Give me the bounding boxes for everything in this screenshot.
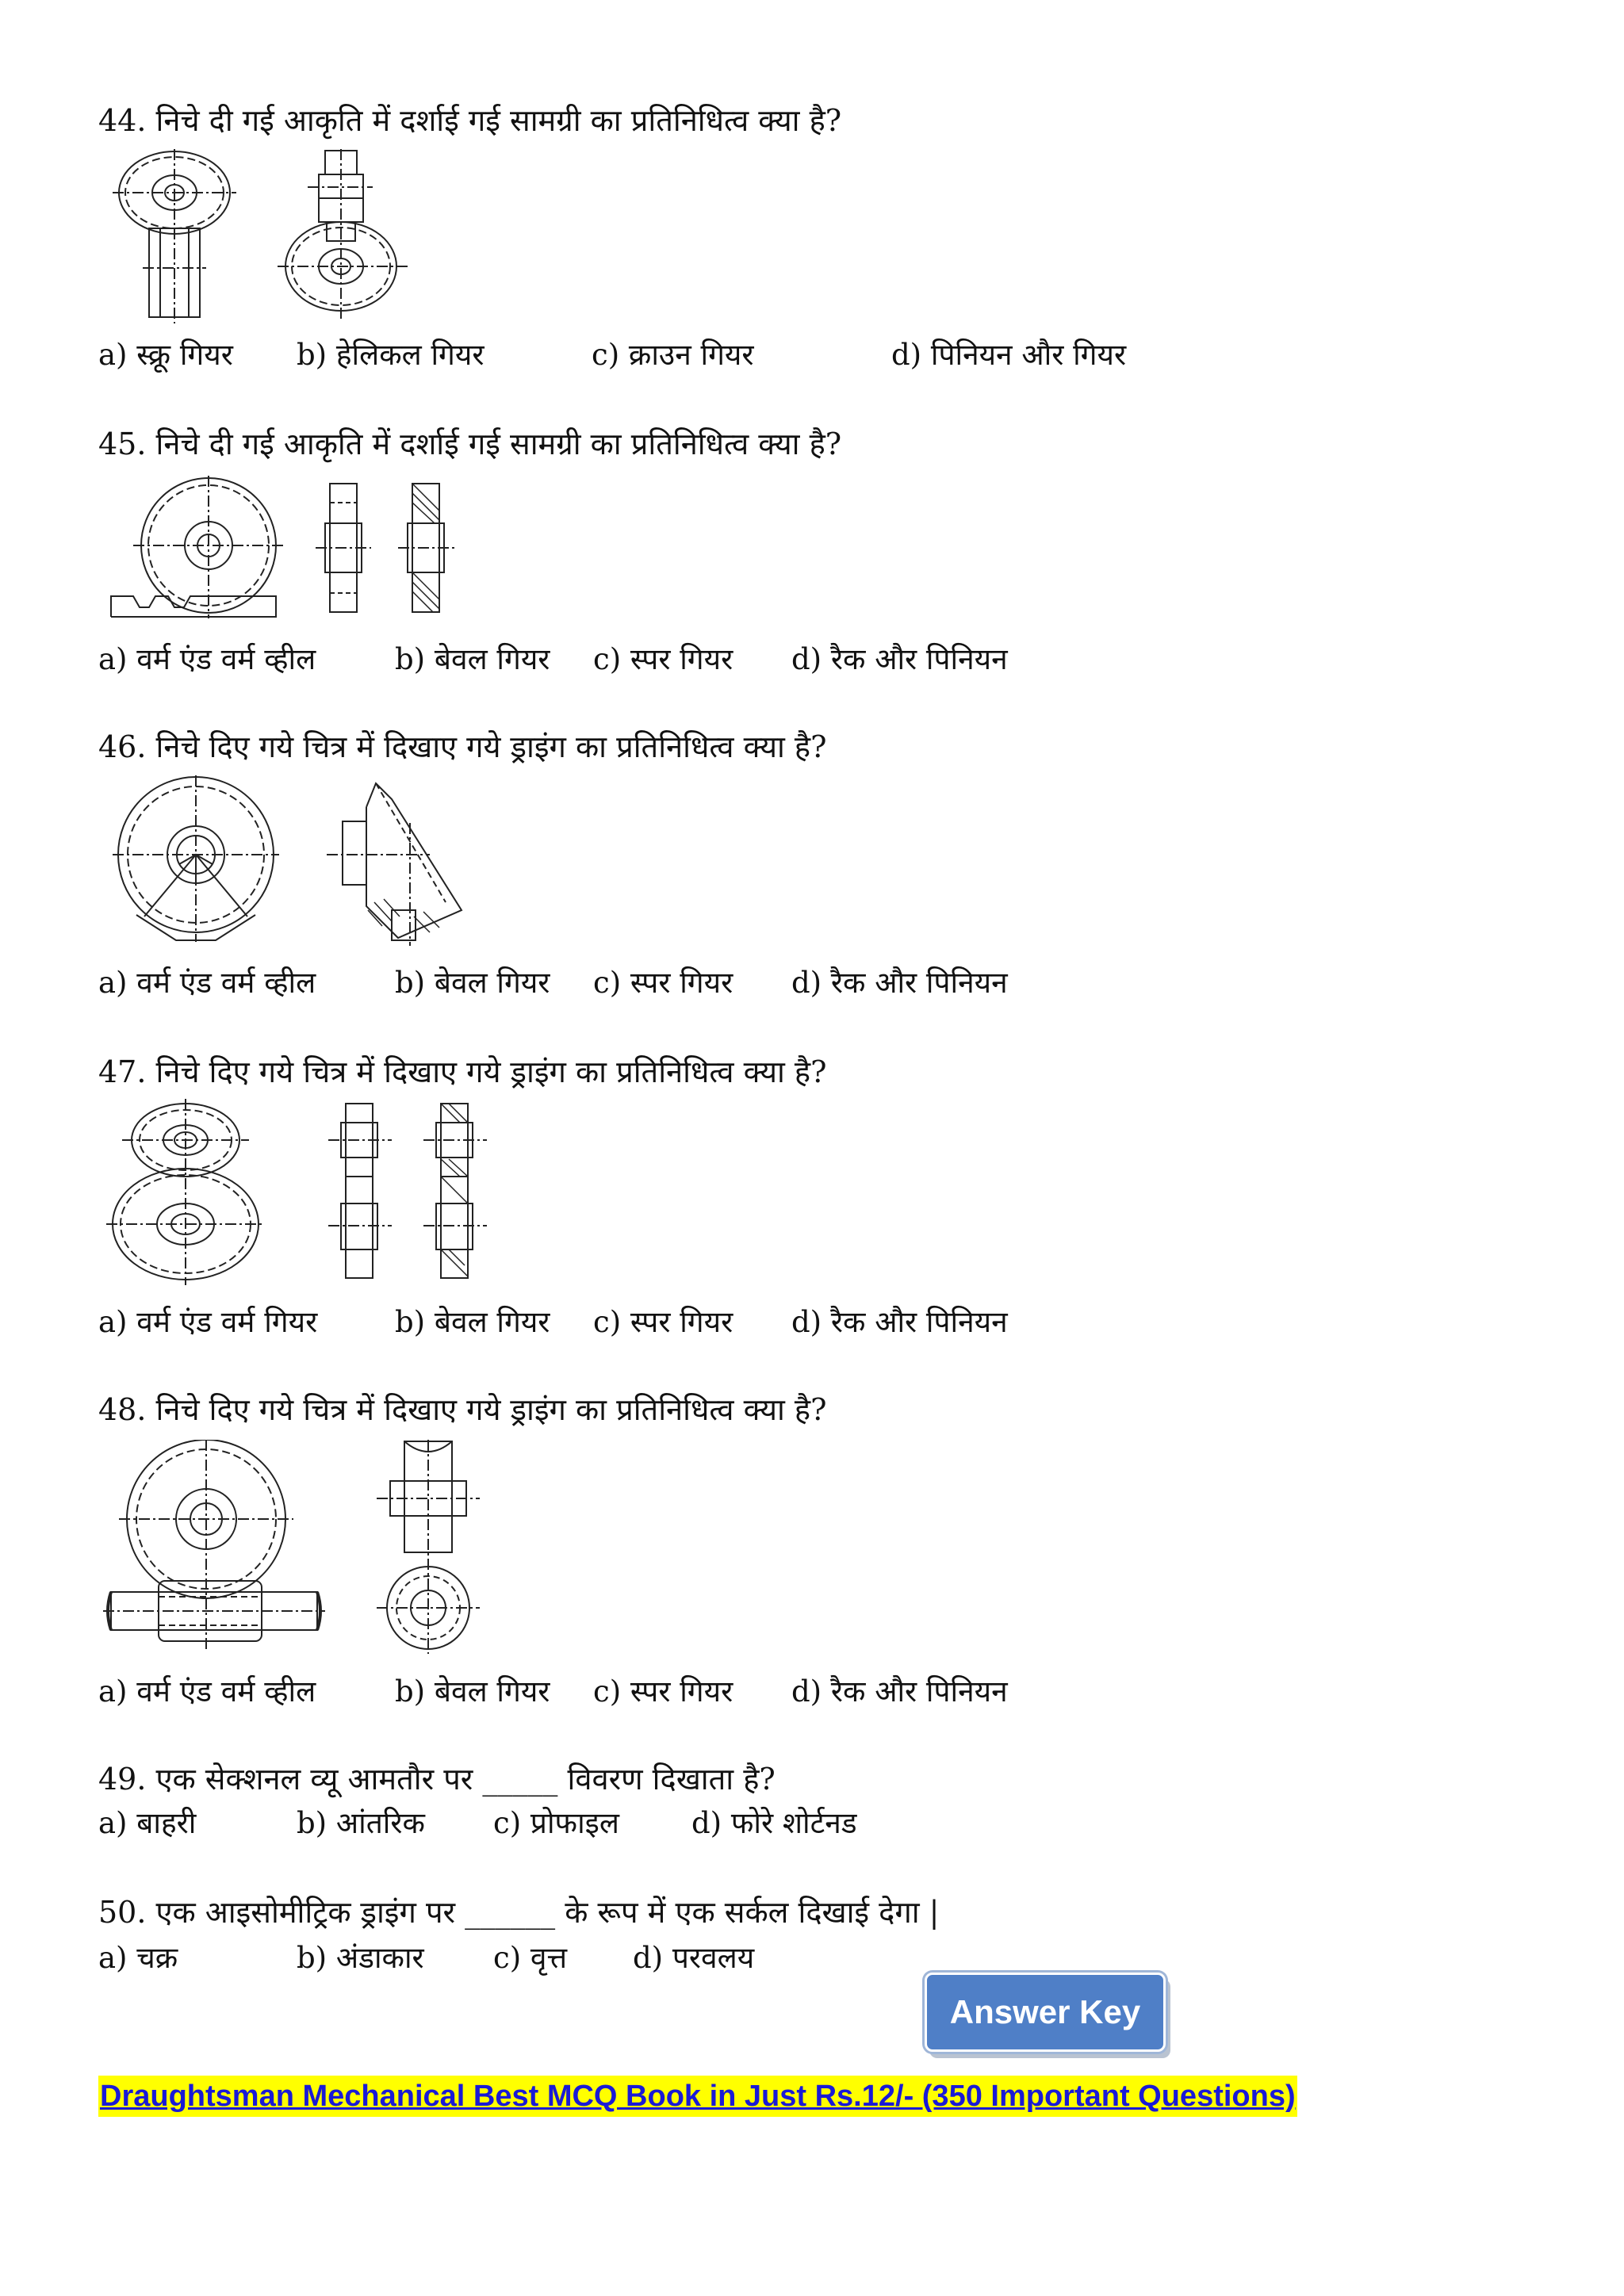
question-48-option-c[interactable]: c) स्पर गियर (593, 1674, 733, 1709)
question-47-option-d[interactable]: d) रैक और पिनियन (791, 1305, 1008, 1339)
question-47-option-c[interactable]: c) स्पर गियर (593, 1305, 733, 1339)
question-50-option-a[interactable]: a) चक्र (98, 1941, 178, 1975)
question-49-option-b[interactable]: b) आंतरिक (297, 1806, 425, 1840)
question-50-text: 50. एक आइसोमीट्रिक ड्राइंग पर ______ के रूप में एक सर्कल दिखाई देगा | (98, 1895, 940, 1930)
figure-45-spur-gear-views (109, 476, 506, 626)
question-44-option-b[interactable]: b) हेलिकल गियर (297, 338, 485, 372)
question-44-option-d[interactable]: d) पिनियन और गियर (891, 338, 1127, 372)
question-46-option-d[interactable]: d) रैक और पिनियन (791, 966, 1008, 1000)
question-45-option-d[interactable]: d) रैक और पिनियन (791, 642, 1008, 676)
question-46-text: 46. निचे दिए गये चित्र में दिखाए गये ड्राइंग का प्रतिनिधित्व क्या है? (98, 729, 827, 764)
promo-book-link[interactable]: Draughtsman Mechanical Best MCQ Book in Just Rs.12/- (350 Important Questions) (98, 2076, 1297, 2117)
question-48-text: 48. निचे दिए गये चित्र में दिखाए गये ड्राइंग का प्रतिनिधित्व क्या है? (98, 1392, 827, 1427)
question-46-option-a[interactable]: a) वर्म एंड वर्म व्हील (98, 966, 316, 1000)
question-44-text: 44. निचे दी गई आकृति में दर्शाई गई सामग्री का प्रतिनिधित्व क्या है? (98, 103, 842, 138)
figure-47-spur-gear-pair (106, 1099, 503, 1289)
question-50-option-d[interactable]: d) परवलय (633, 1941, 755, 1975)
question-48-option-d[interactable]: d) रैक और पिनियन (791, 1674, 1008, 1709)
question-45-text: 45. निचे दी गई आकृति में दर्शाई गई सामग्री का प्रतिनिधित्व क्या है? (98, 427, 842, 461)
question-45-option-b[interactable]: b) बेवल गियर (395, 642, 550, 676)
answer-key-button[interactable]: Answer Key (925, 1973, 1166, 2052)
figure-48-worm-and-wheel (103, 1440, 515, 1654)
question-49-option-d[interactable]: d) फोरे शोर्टनड (691, 1806, 857, 1840)
question-45-option-a[interactable]: a) वर्म एंड वर्म व्हील (98, 642, 316, 676)
question-47-option-b[interactable]: b) बेवल गियर (395, 1305, 550, 1339)
question-44-option-a[interactable]: a) स्क्रू गियर (98, 338, 233, 372)
question-47-option-a[interactable]: a) वर्म एंड वर्म गियर (98, 1305, 318, 1339)
question-50-option-c[interactable]: c) वृत्त (493, 1941, 568, 1975)
question-44-option-c[interactable]: c) क्राउन गियर (592, 338, 754, 372)
question-49-option-c[interactable]: c) प्रोफाइल (493, 1806, 619, 1840)
question-45-option-c[interactable]: c) स्पर गियर (593, 642, 733, 676)
question-46-option-c[interactable]: c) स्पर गियर (593, 966, 733, 1000)
question-48-option-a[interactable]: a) वर्म एंड वर्म व्हील (98, 1674, 316, 1709)
question-49-text: 49. एक सेक्शनल व्यू आमतौर पर _____ विवरण दिखाता है? (98, 1762, 776, 1797)
question-47-text: 47. निचे दिए गये चित्र में दिखाए गये ड्राइंग का प्रतिनिधित्व क्या है? (98, 1054, 827, 1089)
question-46-option-b[interactable]: b) बेवल गियर (395, 966, 550, 1000)
question-48-option-b[interactable]: b) बेवल गियर (395, 1674, 550, 1709)
question-50-option-b[interactable]: b) अंडाकार (297, 1941, 424, 1975)
figure-44-crossed-helical-gears (111, 149, 428, 323)
question-49-option-a[interactable]: a) बाहरी (98, 1806, 197, 1840)
figure-46-bevel-gear-views (113, 775, 493, 946)
